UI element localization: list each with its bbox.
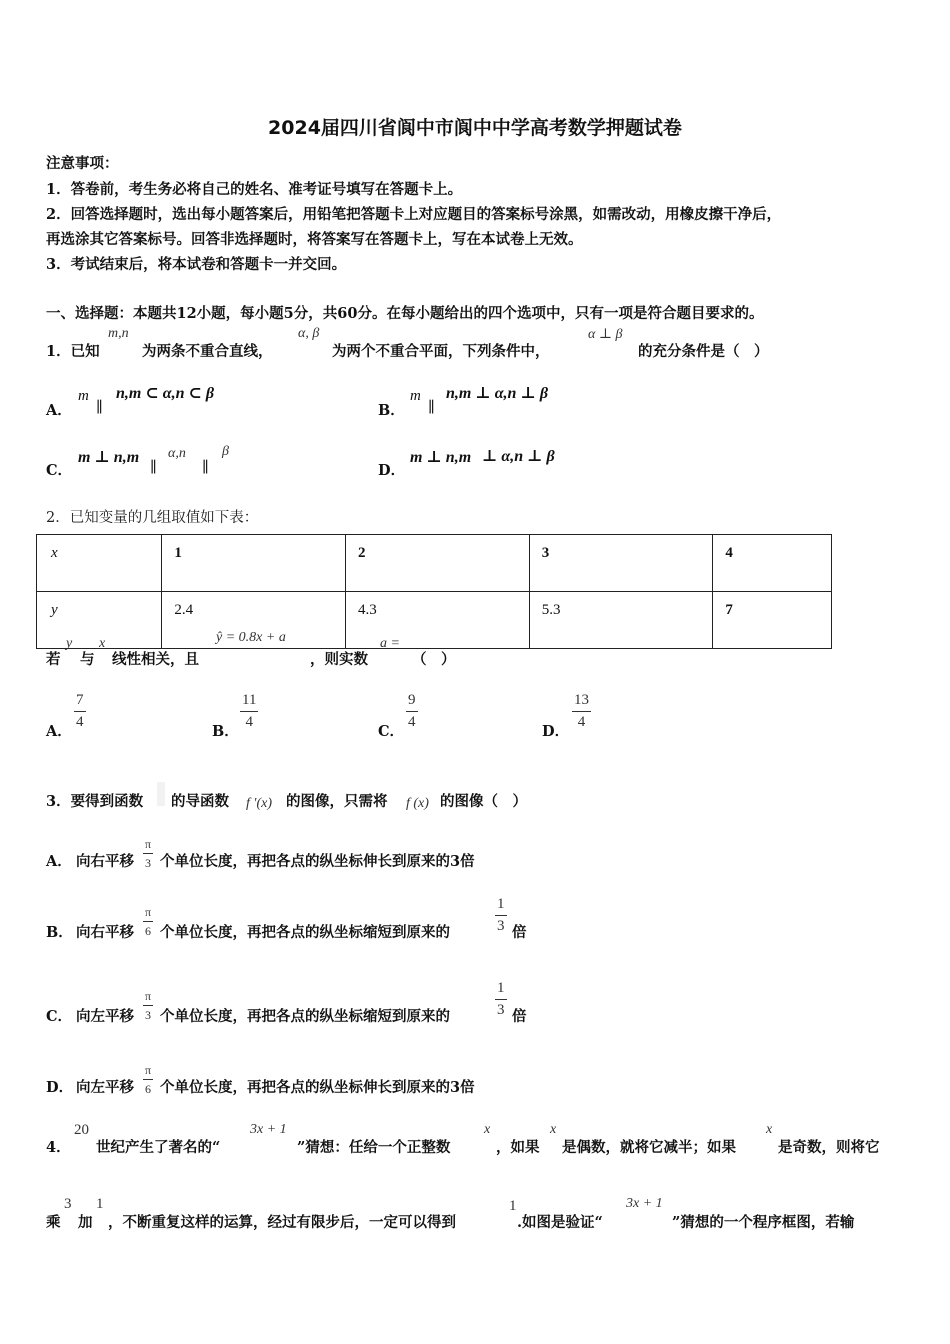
table-cell: y [37, 592, 162, 649]
notice-item-2b: 再选涂其它答案标号。回答非选择题时，将答案写在答题卡上，写在本试卷上无效。 [46, 231, 583, 248]
q2-a-eq: a = [380, 636, 400, 651]
option-text: 向左平移 [76, 1008, 134, 1025]
option-expr: m ⊥ n,m [78, 449, 140, 466]
q4-l2-text-5: ”猜想的一个程序框图，若输 [672, 1214, 855, 1231]
q4-text-1: 世纪产生了著名的“ [96, 1139, 221, 1156]
q4-number: 4． [46, 1139, 71, 1156]
option-text: 向右平移 [76, 853, 134, 870]
values-table [36, 534, 832, 649]
option-expr: m ⊥ n,m [410, 449, 472, 466]
fraction-denominator: 4 [577, 714, 586, 730]
option-text: 向右平移 [76, 924, 134, 941]
q2-line-t1: 若 [46, 651, 61, 668]
q4-x1: x [484, 1122, 491, 1137]
q4-l2-text-3: ，不断重复这样的运算，经过有限步后，一定可以得到 [108, 1214, 456, 1231]
option-fraction [495, 981, 507, 1018]
option-expr-mid: α,n [168, 446, 186, 461]
option-fraction [143, 906, 153, 937]
q4-l2-text-4: .如图是验证“ [517, 1214, 603, 1231]
notice-heading: 注意事项： [46, 155, 119, 172]
q3-fprime: f ′(x) [246, 796, 272, 811]
q2-line-x: x [99, 636, 106, 651]
option-text: 个单位长度，再把各点的纵坐标伸长到原来的3倍 [160, 853, 475, 870]
function-image-placeholder [157, 782, 165, 806]
fraction-numerator: 9 [406, 693, 418, 712]
fraction-numerator: 13 [572, 693, 591, 712]
q2-line-t4: ，则实数 [310, 651, 368, 668]
fraction-denominator: 6 [145, 1082, 152, 1096]
option-fraction [406, 693, 418, 730]
fraction-numerator: 7 [74, 693, 86, 712]
q4-expr: 3x + 1 [250, 1122, 287, 1137]
option-label: C． [378, 723, 405, 740]
q2-line-t5: （ ） [412, 651, 456, 668]
q1-mn: m,n [108, 326, 129, 341]
q4-l2-text-2: 加 [78, 1214, 93, 1231]
q4-l2-text-1: 乘 [46, 1214, 61, 1231]
option-label: A． [46, 853, 72, 870]
table-row [37, 535, 832, 592]
q1-prefix: 1．已知 [46, 343, 100, 360]
option-label: B． [378, 402, 405, 419]
page-title: 2024届四川省阆中市阆中中学高考数学押题试卷 [268, 117, 682, 139]
q4-text-4: 是偶数，就将它减半；如果 [562, 1139, 736, 1156]
fraction-numerator: 1 [495, 897, 507, 916]
section-heading: 一、选择题：本题共12小题，每小题5分，共60分。在每小题给出的四个选项中，只有一项是符合题目要求的。 [46, 305, 764, 322]
fraction-numerator: π [143, 1064, 153, 1080]
option-fraction [572, 693, 591, 730]
option-label: A． [46, 402, 72, 419]
option-text: 倍 [512, 1008, 527, 1025]
q3-text-3: 的图像，只需将 [286, 793, 388, 810]
table-cell: 4.3 [346, 592, 530, 649]
option-fraction [143, 1064, 153, 1095]
fraction-denominator: 4 [76, 714, 84, 730]
q1-condition: α ⊥ β [588, 327, 623, 342]
q3-text-2: 的导函数 [171, 793, 229, 810]
notice-item-2a: 2．回答选择题时，选出每小题答案后，用铅笔把答题卡上对应题目的答案标号涂黑，如需改动，用橡皮擦干净后， [46, 206, 782, 223]
option-text: 个单位长度，再把各点的纵坐标伸长到原来的3倍 [160, 1079, 475, 1096]
option-label: A． [46, 723, 72, 740]
parallel-symbol: ∥ [96, 400, 103, 416]
option-expr-end: β [222, 444, 229, 459]
option-expr-rest: ⊥ α,n ⊥ β [482, 448, 555, 465]
option-fraction [74, 693, 86, 730]
fraction-denominator: 4 [408, 714, 416, 730]
fraction-denominator: 3 [145, 856, 152, 870]
option-text: 向左平移 [76, 1079, 134, 1096]
q4-x2: x [550, 1122, 557, 1137]
fraction-numerator: π [143, 990, 153, 1006]
fraction-denominator: 6 [145, 924, 152, 938]
q3-text-4: 的图像（ ） [440, 793, 527, 810]
q1-alpha-beta: α, β [298, 326, 320, 341]
q4-text-2: ”猜想：任给一个正整数 [297, 1139, 451, 1156]
q1-text-1: 为两条不重合直线， [142, 343, 273, 360]
option-text: 个单位长度，再把各点的纵坐标缩短到原来的 [160, 924, 450, 941]
fraction-denominator: 3 [497, 918, 505, 934]
q2-line-y: y [66, 636, 73, 651]
fraction-numerator: π [143, 838, 153, 854]
parallel-symbol: ∥ [428, 400, 435, 416]
table-cell: 7 [713, 592, 832, 649]
q4-text-3: ，如果 [496, 1139, 540, 1156]
option-m: m [78, 388, 89, 404]
table-row [37, 592, 832, 649]
q4-l2-one: 1 [96, 1196, 104, 1212]
notice-item-1: 1．答卷前，考生务必将自己的姓名、准考证号填写在答题卡上。 [46, 181, 463, 198]
q2-line-t3: 线性相关，且 [112, 651, 199, 668]
fraction-denominator: 3 [497, 1002, 505, 1018]
notice-item-3: 3．考试结束后，将本试卷和答题卡一并交回。 [46, 256, 347, 273]
option-label: B． [212, 723, 239, 740]
table-cell: x [37, 535, 162, 592]
table-cell: 1 [162, 535, 346, 592]
option-label: B． [46, 924, 73, 941]
q4-l2-expr: 3x + 1 [626, 1196, 663, 1211]
option-label: C． [46, 462, 73, 479]
q4-twenty: 20 [74, 1122, 89, 1138]
q4-x3: x [766, 1122, 773, 1137]
option-fraction [495, 897, 507, 934]
table-cell: 5.3 [529, 592, 713, 649]
q1-text-3: 的充分条件是（ ） [638, 343, 769, 360]
table-cell: 4 [713, 535, 832, 592]
q3-f: f (x) [406, 796, 429, 811]
option-fraction [143, 838, 153, 869]
q1-text-2: 为两个不重合平面，下列条件中， [332, 343, 550, 360]
q2-regression-eq: ŷ = 0.8x + a [216, 630, 286, 645]
q2-intro: 2．已知变量的几组取值如下表： [46, 510, 259, 526]
option-expr: n,m ⊂ α,n ⊂ β [116, 385, 215, 402]
table-cell: 2.4 [162, 592, 346, 649]
option-label: D． [542, 723, 570, 740]
q4-l2-one-b: 1 [509, 1198, 517, 1214]
option-fraction [143, 990, 153, 1021]
option-text: 倍 [512, 924, 527, 941]
fraction-numerator: π [143, 906, 153, 922]
fraction-denominator: 4 [245, 714, 253, 730]
table-cell: 3 [529, 535, 713, 592]
q3-text-1: 3．要得到函数 [46, 793, 144, 810]
fraction-denominator: 3 [145, 1008, 152, 1022]
q2-line-t2: 与 [80, 651, 95, 668]
option-label: D． [46, 1079, 74, 1096]
option-expr: n,m ⊥ α,n ⊥ β [446, 385, 549, 402]
option-m: m [410, 388, 421, 404]
option-label: D． [378, 462, 406, 479]
option-text: 个单位长度，再把各点的纵坐标缩短到原来的 [160, 1008, 450, 1025]
q4-text-5: 是奇数，则将它 [778, 1139, 880, 1156]
option-label: C． [46, 1008, 73, 1025]
table-cell: 2 [346, 535, 530, 592]
parallel-symbol: ∥ [202, 460, 209, 476]
q4-l2-three: 3 [64, 1196, 72, 1212]
fraction-numerator: 11 [240, 693, 258, 712]
option-fraction [240, 693, 258, 730]
parallel-symbol: ∥ [150, 460, 157, 476]
fraction-numerator: 1 [495, 981, 507, 1000]
